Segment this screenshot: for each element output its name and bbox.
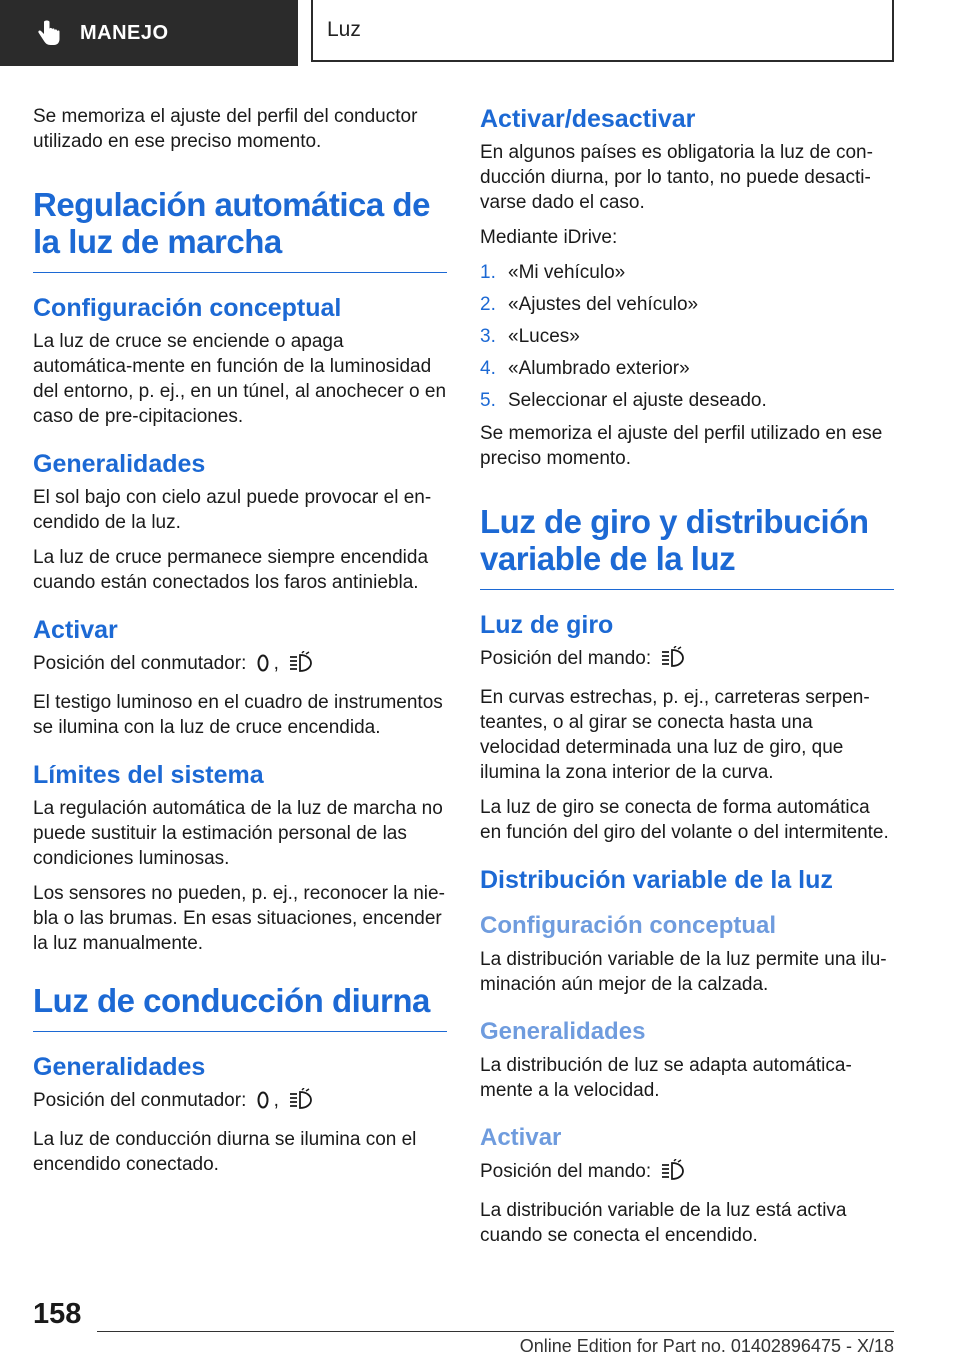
idrive-paragraph: Mediante iDrive: [480,227,618,248]
auto-headlight-icon [288,1088,314,1117]
activate-paragraph-3: La distribución variable de la luz está activa cuando se conecta el encendido. [480,1200,847,1246]
step-item: 1. «Mi vehículo» [480,262,626,283]
chapter-label: MANEJO [80,21,169,44]
heading-cornering-light: Luz de giro y distribución variable de la luz [480,503,894,590]
heading-auto-light: Regulación automática de la luz de marcha [33,186,447,273]
concept-paragraph: La luz de cruce se enciende o apaga automática-mente en función de la luminosidad del entorno, p. ej., en un túnel, al anochecer o en caso de pre-cipitaciones. [33,331,447,427]
left-column [33,104,447,1187]
heading-concept: Configuración conceptual [33,294,342,322]
concept-paragraph-2: La distribución variable de la luz permite una ilu-minación aún mejor de la calzada. [480,949,887,995]
heading-limits: Límites del sistema [33,761,264,789]
heading-turn-light: Luz de giro [480,611,614,639]
right-column [480,104,894,1258]
activate-control-position [480,1159,894,1188]
general-paragraph-2: La luz de cruce permanece siempre encendida cuando están conectados los faros antiniebla. [33,547,429,593]
page-number: 158 [33,1298,82,1330]
light-switch-zero-icon [256,1090,270,1117]
turn-light-paragraph-2: La luz de giro se conecta de forma automática en función del giro del volante o del intermitente. [480,797,889,843]
control-position-label: Posición del mando: [480,648,652,669]
footer-divider [97,1331,894,1332]
switch-position-label: Posición del conmutador: [33,653,247,674]
heading-activate-2: Activar [480,1124,562,1151]
limits-paragraph-1: La regulación automática de la luz de marcha no puede sustituir la estimación personal de las condiciones luminosas. [33,798,443,869]
section-label: Luz [327,18,361,41]
auto-headlight-icon [288,651,314,680]
hand-pointer-icon [36,19,62,47]
heading-general: Generalidades [33,450,206,478]
daytime-switch-position [33,1088,447,1117]
turn-light-position [480,646,894,675]
footer-edition: Online Edition for Part no. 01402896475 - X/18 [519,1336,894,1356]
step-item: 4. «Alumbrado exterior» [480,358,690,379]
activate-switch-position [33,651,447,680]
heading-general-daytime: Generalidades [33,1053,206,1081]
general-paragraph-1: El sol bajo con cielo azul puede provocar el en-cendido de la luz. [33,487,432,533]
heading-activate-deactivate: Activar/desactivar [480,105,696,133]
activate-deactivate-paragraph: En algunos países es obligatoria la luz de con-ducción diurna, por lo tanto, no puede desacti-varse dado el caso. [480,142,873,213]
step-item: 3. «Luces» [480,326,580,347]
heading-daytime-light: Luz de conducción diurna [33,982,447,1032]
switch-position-label-2: Posición del conmutador: [33,1090,247,1111]
chapter-tab[interactable] [0,0,298,66]
auto-headlight-icon [660,1159,686,1188]
heading-activate: Activar [33,616,118,644]
control-position-label-2: Posición del mando: [480,1161,652,1182]
heading-concept-2: Configuración conceptual [480,912,777,939]
heading-variable-distribution: Distribución variable de la luz [480,866,833,894]
daytime-paragraph: La luz de conducción diurna se ilumina con el encendido conectado. [33,1129,417,1175]
separator: , [273,653,279,674]
step-item: 5. Seleccionar el ajuste deseado. [480,390,767,411]
page-header [0,0,960,66]
idrive-steps [480,260,894,413]
limits-paragraph-2: Los sensores no pueden, p. ej., reconocer la nie-bla o las brumas. En esas situaciones, encender la luz manualmente. [33,883,445,954]
separator: , [273,1090,279,1111]
turn-light-paragraph-1: En curvas estrechas, p. ej., carreteras serpen-teantes, o al girar se conecta hasta una velocidad determinada una luz de giro, que ilumina la zona interior de la curva. [480,687,870,783]
heading-general-2: Generalidades [480,1018,646,1045]
general-paragraph-3: La distribución de luz se adapta automática-mente a la velocidad. [480,1055,852,1101]
intro-paragraph: Se memoriza el ajuste del perfil del conductor utilizado en ese preciso momento. [33,106,418,152]
memorize-paragraph: Se memoriza el ajuste del perfil utilizado en ese preciso momento. [480,423,883,469]
step-item: 2. «Ajustes del vehículo» [480,294,699,315]
auto-headlight-icon [660,646,686,675]
section-tab[interactable] [311,0,894,62]
activate-paragraph-2: El testigo luminoso en el cuadro de instrumentos se ilumina con la luz de cruce encendida. [33,692,443,738]
light-switch-zero-icon [256,653,270,680]
